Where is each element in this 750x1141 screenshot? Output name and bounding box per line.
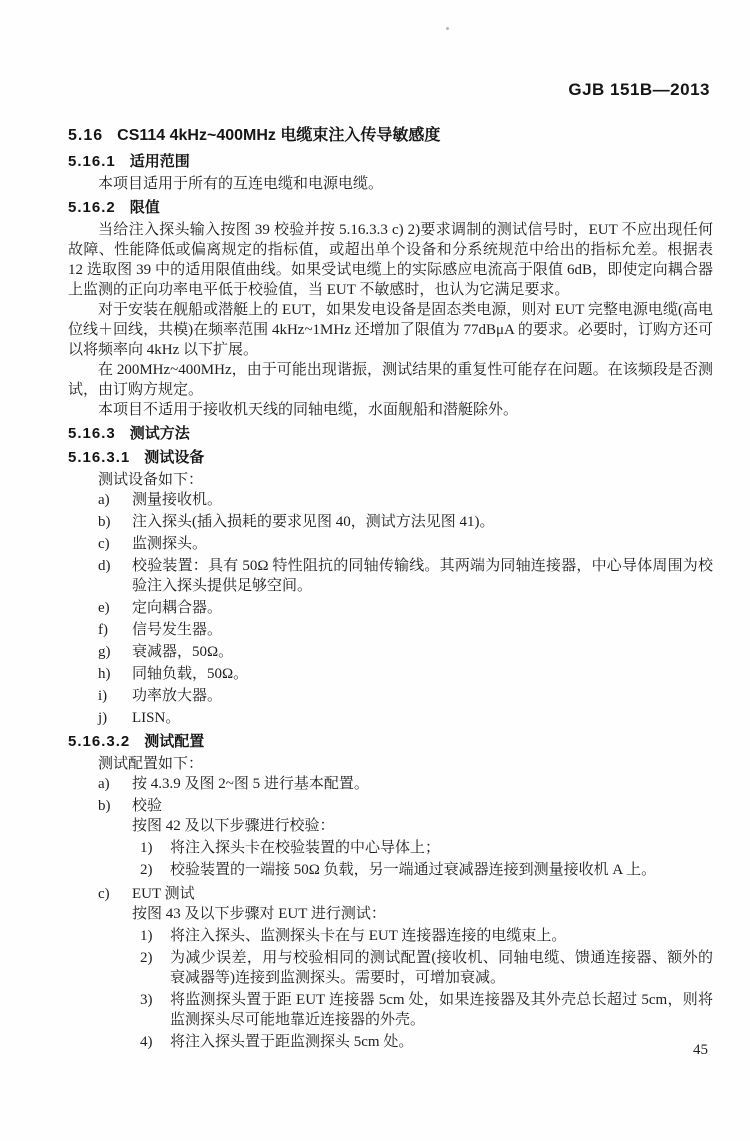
list-item-label: b) [98,514,111,530]
heading-title: 测试方法 [129,425,190,442]
sublist-item-label: 4) [140,1034,153,1050]
sublist-item [132,926,713,946]
sublist-item-text: 将注入探头卡在校验装置的中心导体上； [170,840,441,856]
list-item [68,620,713,640]
sublist-item-label: 2) [140,950,153,966]
list-item-text: 注入探头(插入损耗的要求见图 40，测试方法见图 41)。 [132,514,495,530]
sublist-item [132,838,713,858]
paragraph: 本项目适用于所有的互连电缆和电源电缆。 [98,176,384,192]
sublist-item-text: 将监测探头置于距 EUT 连接器 5cm 处，如果连接器及其外壳总长超过 5cm，则将监测探头尽可能地靠近连接器的外壳。 [170,992,713,1028]
list-intro: 测试设备如下： [98,472,204,488]
list-item-label: e) [98,600,110,616]
list-item-text: 按 4.3.9 及图 2~图 5 进行基本配置。 [132,776,369,792]
page-content [68,126,713,1056]
list-item-label: i) [98,688,108,704]
list-item-body [132,796,713,882]
list-item [68,686,713,706]
paragraph: 对于安装在舰船或潜艇上的 EUT，如果发电设备是固态类电源，则对 EUT 完整电源电缆(高电位线＋回线，共模)在频率范围 4kHz~1MHz 还增加了限值为 77dBμA 的要求。必要时，订购方还可以将频率向 4kHz 以下扩展。 [68,302,713,358]
list-item-text: 功率放大器。 [132,688,223,704]
list-item-label: j) [98,710,108,726]
sublist-item-text: 为减少误差，用与校验相同的测试配置(接收机、同轴电缆、馈通连接器、额外的衰减器等)连接到监测探头。需要时，可增加衰减。 [170,950,713,986]
list-item [68,796,713,882]
paragraph: 本项目不适用于接收机天线的同轴电缆，水面舰船和潜艇除外。 [98,402,519,418]
paragraph: 在 200MHz~400MHz，由于可能出现谐振，测试结果的重复性可能存在问题。在该频段是否测试，由订购方规定。 [68,362,713,398]
list-item-label: h) [98,666,111,682]
list-item-text: 监测探头。 [132,536,208,552]
heading-5-16-3-2 [68,732,713,752]
heading-5-16-3-1 [68,448,713,468]
list-item-label: g) [98,644,111,660]
list-item [68,556,713,596]
list-item-label: c) [98,536,110,552]
list-intro: 测试配置如下： [98,756,204,772]
list-item-text: 信号发生器。 [132,622,223,638]
sublist-item-text: 将注入探头置于距监测探头 5cm 处。 [170,1034,414,1050]
list-item [68,664,713,684]
list-item [68,534,713,554]
heading-number: 5.16 [68,127,104,144]
page-number: 45 [693,1042,708,1058]
list-item [68,884,713,1054]
sublist-item-text: 校验装置的一端接 50Ω 负载，另一端通过衰减器连接到测量接收机 A 上。 [170,862,657,878]
sublist-item-label: 2) [140,862,153,878]
heading-number: 5.16.2 [68,199,116,216]
heading-5-16-2 [68,198,713,218]
list-item-label: b) [98,798,111,814]
heading-5-16 [68,126,713,146]
list-item [68,490,713,510]
list-item [68,708,713,728]
sublist-item-label: 3) [140,992,153,1008]
list-item-text: 校验 [132,798,163,814]
paragraph: 当给注入探头输入按图 39 校验并按 5.16.3.3 c) 2)要求调制的测试信号时，EUT 不应出现任何故障、性能降低或偏离规定的指标值，或超出单个设备和分系统规范中给出的指标允差。根据表 12 选取图 39 中的适用限值曲线。如果受试电缆上的实际感应电流高于限值 6dB，即使定向耦合器上监测的正向功率电平低于校验值，当 EUT 不敏感时，也认为它满足要求。 [68,222,713,298]
list-item-text: 同轴负载，50Ω。 [132,666,249,682]
heading-number: 5.16.3 [68,425,116,442]
heading-number: 5.16.3.2 [68,733,131,750]
heading-5-16-3 [68,424,713,444]
list-item [68,512,713,532]
heading-title: CS114 4kHz~400MHz 电缆束注入传导敏感度 [117,127,441,144]
sublist-item-label: 1) [140,928,153,944]
heading-number: 5.16.3.1 [68,449,131,466]
heading-title: 适用范围 [129,153,190,170]
list-item-label: a) [98,776,110,792]
list-item-body [132,884,713,1054]
sublist-item-label: 1) [140,840,153,856]
scan-speck [446,27,449,30]
sublist-intro: 按图 42 及以下步骤进行校验： [132,818,335,834]
list-item-label: d) [98,558,111,574]
list-item-label: f) [98,622,108,638]
sublist-item [132,990,713,1030]
sublist-intro: 按图 43 及以下步骤对 EUT 进行测试： [132,906,386,922]
list-item-text: 定向耦合器。 [132,600,223,616]
sublist-item [132,1032,713,1052]
list-item-label: a) [98,492,110,508]
standard-number: GJB 151B—2013 [568,80,710,99]
list-item [68,598,713,618]
heading-title: 测试设备 [144,449,205,466]
heading-title: 限值 [129,199,160,216]
list-item-label: c) [98,886,110,902]
list-item-text: 测量接收机。 [132,492,223,508]
heading-number: 5.16.1 [68,153,116,170]
sublist-item [132,860,713,880]
list-item-text: 校验装置：具有 50Ω 特性阻抗的同轴传输线。其两端为同轴连接器，中心导体周围为校验注入探头提供足够空间。 [132,558,713,594]
list-item [68,774,713,794]
list-item-text: 衰减器，50Ω。 [132,644,234,660]
heading-5-16-1 [68,152,713,172]
sublist-item [132,948,713,988]
list-item [68,642,713,662]
heading-title: 测试配置 [144,733,205,750]
list-item-text: EUT 测试 [132,886,195,902]
sublist-item-text: 将注入探头、监测探头卡在与 EUT 连接器连接的电缆束上。 [170,928,567,944]
list-item-text: LISN。 [132,710,181,726]
